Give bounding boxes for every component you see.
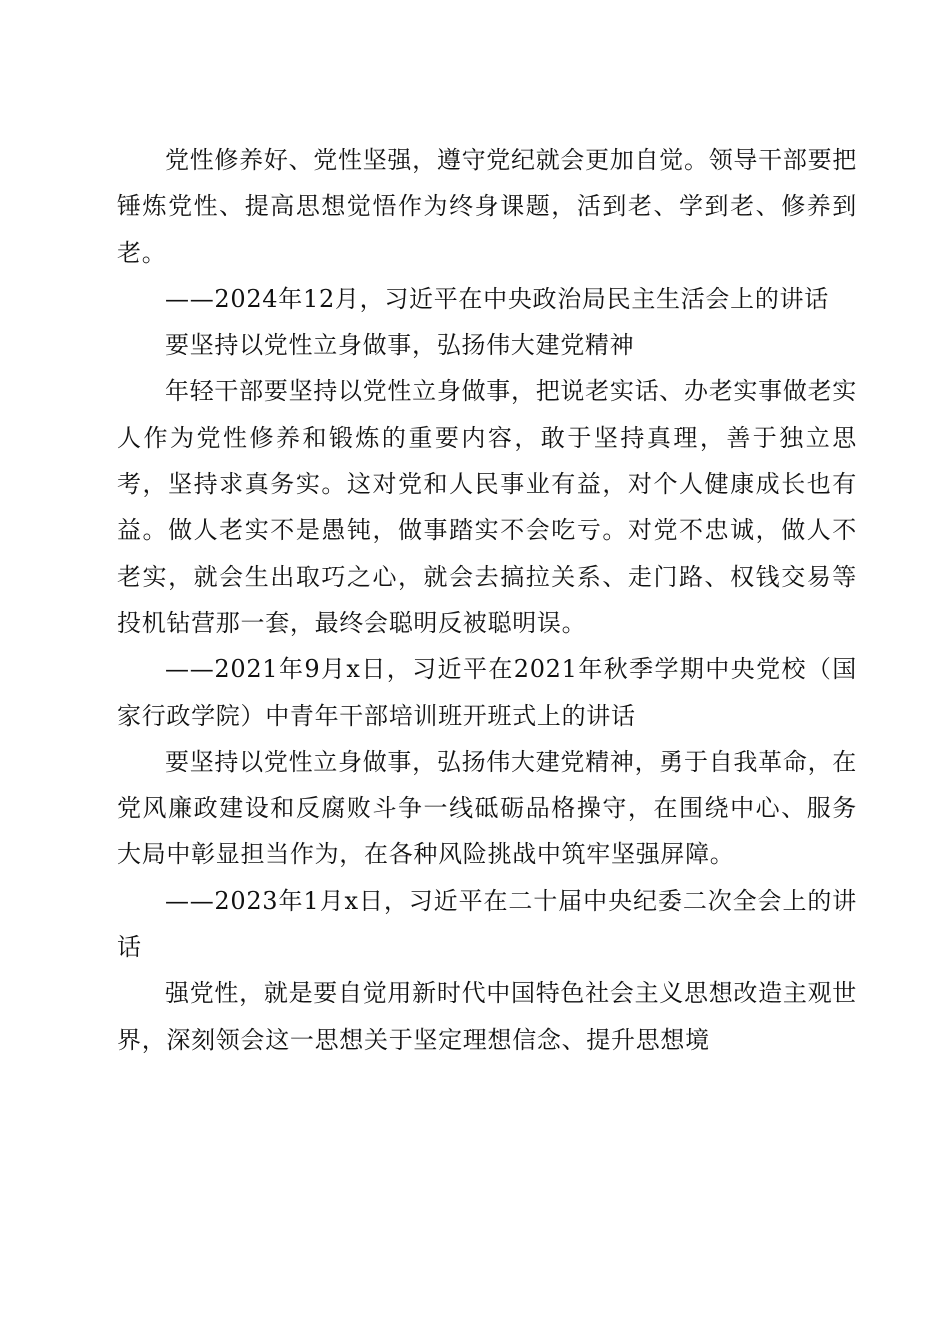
- document-body: [117, 137, 857, 1063]
- body-paragraph: 强党性，就是要自觉用新时代中国特色社会主义思想改造主观世界，深刻领会这一思想关于坚定理想信念、提升思想境: [117, 979, 857, 1054]
- body-paragraph: 年轻干部要坚持以党性立身做事，把说老实话、办老实事做老实人作为党性修养和锻炼的重要内容，敢于坚持真理，善于独立思考，坚持求真务实。这对党和人民事业有益，对个人健康成长也有益。做人老实不是愚钝，做事踏实不会吃亏。对党不忠诚，做人不老实，就会生出取巧之心，就会去搞拉关系、走门路、权钱交易等投机钻营那一套，最终会聪明反被聪明误。: [117, 377, 857, 637]
- section-heading: 要坚持以党性立身做事，弘扬伟大建党精神: [165, 331, 635, 360]
- source-citation: ——2023年1月x日，习近平在二十届中央纪委二次全会上的讲话: [117, 886, 857, 962]
- body-paragraph: 党性修养好、党性坚强，遵守党纪就会更加自觉。领导干部要把锤炼党性、提高思想觉悟作为终身课题，活到老、学到老、修养到老。: [117, 146, 857, 267]
- body-paragraph: 要坚持以党性立身做事，弘扬伟大建党精神，勇于自我革命，在党风廉政建设和反腐败斗争一线砥砺品格操守，在围绕中心、服务大局中彰显担当作为，在各种风险挑战中筑牢坚强屏障。: [117, 747, 857, 869]
- source-citation: ——2021年9月x日，习近平在2021年秋季学期中央党校（国家行政学院）中青年干部培训班开班式上的讲话: [117, 655, 857, 730]
- source-citation: ——2024年12月，习近平在中央政治局民主生活会上的讲话: [165, 284, 829, 313]
